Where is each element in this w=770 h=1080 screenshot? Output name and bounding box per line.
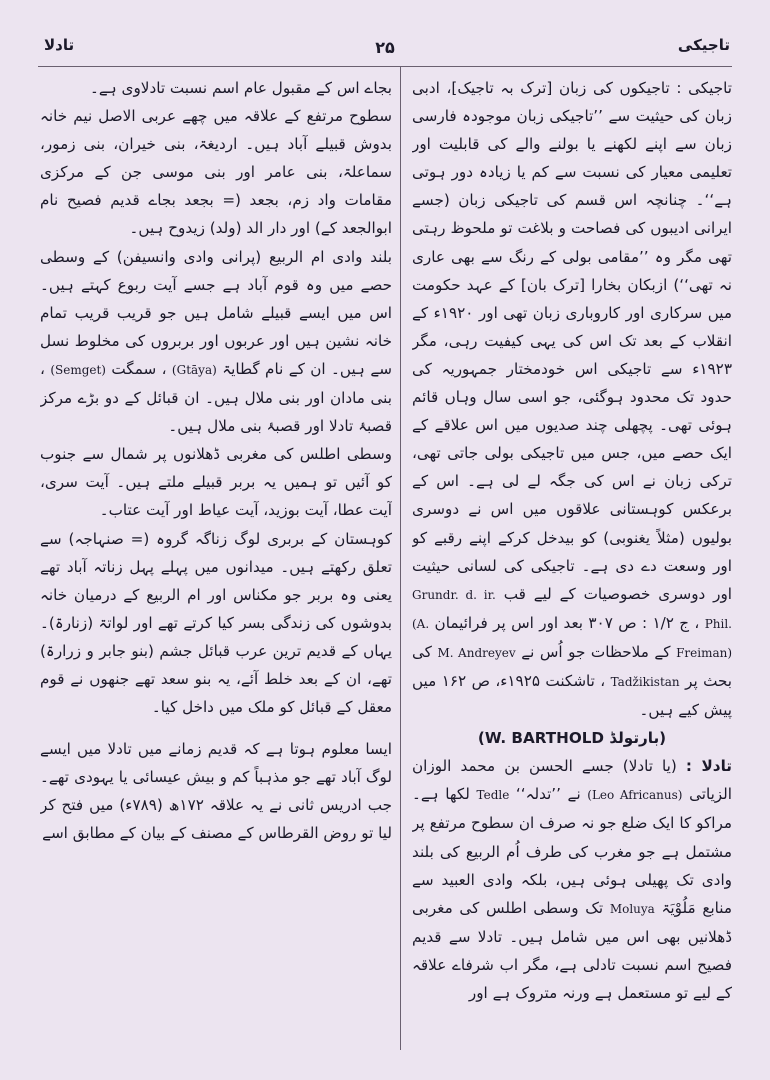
paragraph-text: ، سمگت: [111, 359, 167, 378]
entry-text: تک وسطی اطلس کی مغربی ڈھلانیں بھی اس میں شامل ہیں۔ تادلا سے قدیم فصیح اسم نسبت تادلی ہے، مگر اب شرفاے علاقہ کے لیے تو مستعمل ہے ورنہ متروک ہے اور: [412, 898, 732, 1002]
paragraph: [40, 243, 392, 441]
paragraph: بجاے اس کے مقبول عام اسم نسبت تادلاوی ہے۔: [90, 79, 392, 97]
latin-reference: Tedle: [476, 788, 510, 803]
latin-reference: (Gtāya): [171, 362, 217, 377]
paragraph: وسطی اطلس کی مغربی ڈھلانوں پر شمال سے جنوب کو آئیں تو ہمیں یہ بربر قبیلے ملتے ہیں۔ آیت سری، آیت عطا، آیت بوزید، آیت عیاط اور آیت عتاب۔: [40, 445, 392, 520]
latin-reference: Grundr. d. ir. Phil.: [412, 587, 732, 631]
latin-reference: Tadžikistan: [610, 674, 680, 689]
entry-text: ، ج ۱/۲ : ص ۳۰۷ بعد اور اس پر فرائیمان: [434, 613, 700, 632]
paragraph: سطوح مرتفع کے علاقہ میں چھے عربی الاصل نیم خانہ بدوش قبیلے آباد ہیں۔ اردیغۃ، بنی خیران، بنی زمور، سماعلۃ، بنی عامر اور بنی موسی جن کے مرکزی مقامات واد زم، بجعد (= بجعد بجاے قدیم فصیح نام ابوالجعد کے) اور دار الد (ولد) زیدوح ہیں۔: [40, 107, 392, 238]
latin-reference: (Semget): [50, 362, 106, 377]
paragraph-text: ، بنی مادان اور بنی ملال ہیں۔ ان قبائل کے دو بڑے مرکز قصبۂ تادلا اور قصبۂ بنی ملال ہیں۔: [40, 359, 392, 436]
latin-reference: M. Andreyev: [437, 645, 516, 660]
right-column: [412, 74, 732, 1052]
entry-text: کے ملاحظات جو اُس نے: [521, 642, 671, 661]
entry-text: تاجیکی : تاجیکوں کی زبان [ترک بہ تاجیک]، ادبی زبان کی حیثیت سے ’’تاجیکی زبان موجودہ فارسی زبان سے اپنے لکھنے یا بولنے والے کی قابلیت اور تعلیمی معیار کی نسبت سے کم یا زیادہ دور ہوتی ہے‘‘۔ چنانچہ اس قسم کی تاجیکی زبان (جسے ایرانی ادیبوں کی فصاحت و بلاغت تو ملحوظ رہتی تھی مگر وہ ’’مقامی بولی کے رنگ سے بھی عاری نہ تھی‘‘) ازبکان بخارا [ترک بان] کے عہد حکومت میں سرکاری اور کاروباری زبان تھی اور ۱۹۲۰ء کے انقلاب کے بعد تک اس کی یہی کیفیت رہی، مگر ۱۹۲۳ء سے تاجیکی اس خودمختار جمہوریہ کی حدود تک محدود ہوگئی، جو اسی سال وہاں قائم ہوئی تھی۔ پچھلی چند صدیوں میں اس علاقے کے ایک حصے میں، جس میں تاجیکی بولی جاتی تھی، ترکی زبان نے اس کی جگہ لے لی ہے۔ اس کے برعکس کوہستانی علاقوں میں اس نے دوسری بولیوں (مثلاً یغنوبی) کو بیدخل کرکے اپنے رقبے کو اور وسعت دے دی ہے۔ تاجیکی کی لسانی حیثیت اور دوسری خصوصیات کے لیے قب: [412, 79, 732, 603]
entry-text: لکھا ہے۔ مراکو کا ایک ضلع جو نہ صرف ان سطوح مرتفع پر مشتمل ہے جو مغرب کی طرف اُم الربیع کی بلند وادی تک پھیلی ہوئی ہیں، بلکہ وادی العبید سے منابع مَلُوْیَۃ: [412, 785, 732, 917]
latin-reference: (A. Freiman): [412, 616, 732, 660]
paragraph: ایسا معلوم ہوتا ہے کہ قدیم زمانے میں تادلا میں ایسے لوگ آباد تھے جو مذہباً کم و بیش عیسائی یا یہودی تھے۔ جب ادریس ثانی نے یہ علاقہ ۱۷۲ھ (۷۸۹ء) میں فتح کر لیا تو روض القرطاس کے مصنف کے بیان کے مطابق اسے: [40, 740, 392, 843]
page-number: ۲۵: [375, 38, 395, 57]
author-signature: (بارتولڈ W. BARTHOLD): [477, 729, 667, 748]
entry-text: ، تاشکنت ۱۹۲۵ء، ص ۱۶۲ میں پیش کیے ہیں۔: [412, 671, 732, 720]
entry-text: کی بحث پر: [412, 642, 732, 690]
entry-tajiki: [412, 74, 732, 724]
entry-heading: تادلا :: [685, 757, 732, 776]
latin-reference: (Leo Africanus): [587, 788, 683, 803]
column-divider: [400, 66, 401, 1050]
entry-text: (یا تادلا) جسے الحسن بن محمد الوزان الزیاتی: [412, 757, 732, 804]
entry-text: نے ’’تدلہ‘‘: [515, 785, 581, 804]
paragraph: کوہستان کے بربری لوگ زناگہ گروہ (= صنہاجہ) سے تعلق رکھتے ہیں۔ میدانوں میں پہلے پہل زناتہ آباد تھے یعنی وہ بربر جو مکناس اور ام الربیع کے درمیان خانہ بدوشوں کی زندگی بسر کیا کرتے تھے اور لواتۃ (زنارۃ)۔ یہاں کے قدیم ترین عرب قبائل جشم (بنو جابر و زرارۃ) تھے، ان کے بعد خلط آئے، یہ بنو سعد تھے جنھوں نے قوم معقل کے قبائل کو ملک میں داخل کیا۔: [40, 529, 392, 717]
left-column: [40, 74, 392, 1052]
latin-reference: Moluya: [609, 901, 655, 916]
entry-tadla: [412, 752, 732, 1007]
header-left-title: تادلا: [44, 36, 75, 54]
paragraph-text: بلند وادی ام الربیع (پرانی وادی وانسیفن) کے وسطی حصے میں وہ قوم آباد ہے جسے آیت ربوع کہتے ہیں۔ اس میں ایسے قبیلے شامل ہیں جو قریب قریب تمام خانہ نشین ہیں اور عربوں اور بربروں کی مخلوط نسل سے ہیں۔ ان کے نام گطایۃ: [40, 247, 392, 378]
header-right-title: تاجیکی: [677, 36, 730, 54]
header-rule: [38, 66, 732, 67]
